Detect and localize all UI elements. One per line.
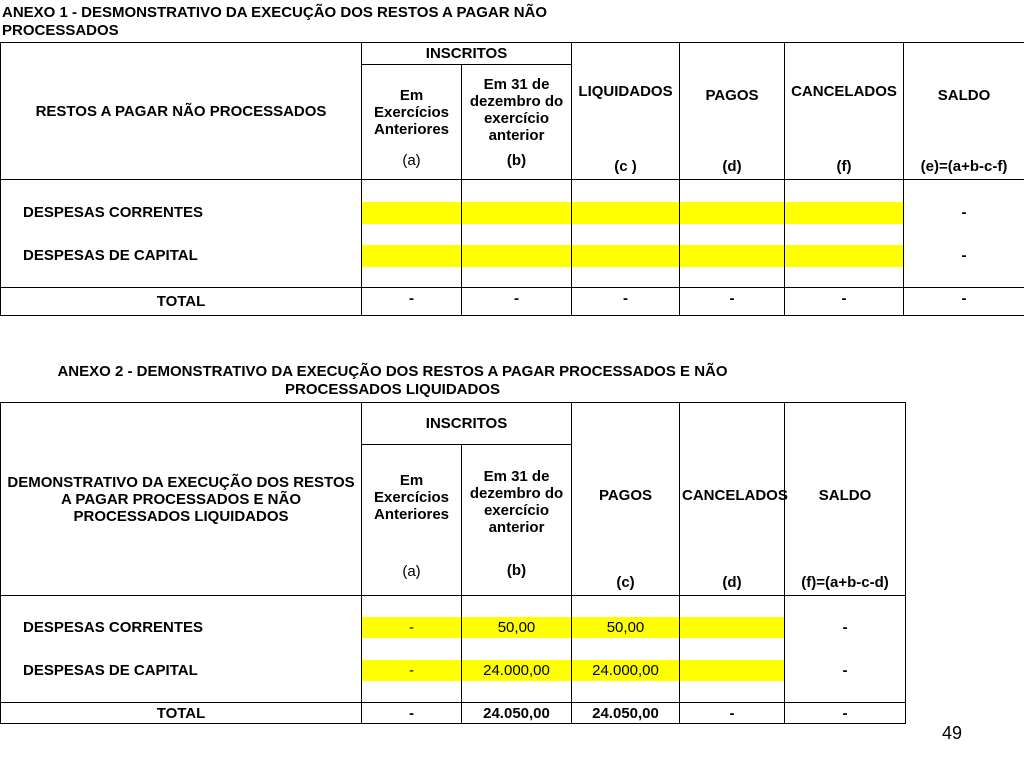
page-number: 49 — [942, 723, 963, 743]
annex1-cell-a — [362, 245, 462, 267]
annex2-saldo-header: SALDO (f)=(a+b-c-d) — [785, 403, 906, 596]
annex1-cell-d — [680, 245, 785, 267]
annex1-row-total — [1, 288, 1024, 316]
annex2-cell-b: 50,00 — [462, 617, 572, 638]
annex2-row-label: DESPESAS CORRENTES — [1, 617, 362, 638]
annex2-cell-saldo: - — [785, 617, 906, 638]
annex2-title: ANEXO 2 - DEMONSTRATIVO DA EXECUÇÃO DOS RESTOS A PAGAR PROCESSADOS E NÃO PROCESSADOS LIQUIDADOS — [57, 363, 728, 398]
annex2-row-label: DESPESAS DE CAPITAL — [1, 660, 362, 681]
annex2-cell-c: 24.000,00 — [572, 660, 680, 681]
annex1-title: ANEXO 1 - DESMONSTRATIVO DA EXECUÇÃO DOS RESTOS A PAGAR NÃO PROCESSADOS — [2, 4, 548, 39]
annex2-inscritos-header: INSCRITOS — [362, 403, 572, 445]
annex1-row-correntes — [1, 202, 1024, 224]
annex2-row-capital — [1, 660, 906, 681]
annex2-row-total — [1, 703, 906, 724]
annex1-saldo-header: SALDO (e)=(a+b-c-f) — [904, 43, 1024, 180]
annex1-cell-f — [785, 202, 904, 224]
annex1-total-d: - — [680, 288, 785, 316]
annex1-cell-b — [462, 245, 572, 267]
annex1-cell-b — [462, 202, 572, 224]
annex2-pagos-header: PAGOS (c) — [572, 403, 680, 596]
annex2-cell-a: - — [362, 617, 462, 638]
annex1-cancelados-header: CANCELADOS (f) — [785, 43, 904, 180]
annex1-total-saldo: - — [904, 288, 1024, 316]
annex1-table — [0, 42, 1024, 316]
annex1-cell-f — [785, 245, 904, 267]
annex1-row-label: DESPESAS CORRENTES — [1, 202, 362, 224]
annex2-total-d: - — [680, 703, 785, 724]
annex1-row-capital — [1, 245, 1024, 267]
annex2-total-a: - — [362, 703, 462, 724]
annex2-cell-c: 50,00 — [572, 617, 680, 638]
annex1-em-exercicios-header: Em Exercícios Anteriores (a) — [362, 65, 462, 180]
annex2-cell-a: - — [362, 660, 462, 681]
annex1-total-label: TOTAL — [1, 288, 362, 316]
annex1-total-f: - — [785, 288, 904, 316]
annex1-total-b: - — [462, 288, 572, 316]
annex1-liquidados-header: LIQUIDADOS (c ) — [572, 43, 680, 180]
annex1-cell-saldo: - — [904, 245, 1024, 267]
annex2-total-label: TOTAL — [1, 703, 362, 724]
annex2-cell-b: 24.000,00 — [462, 660, 572, 681]
annex1-cell-saldo: - — [904, 202, 1024, 224]
annex1-inscritos-header: INSCRITOS — [362, 43, 572, 65]
annex2-cell-d — [680, 660, 785, 681]
annex1-cell-d — [680, 202, 785, 224]
annex2-table — [0, 402, 906, 724]
annex1-pagos-header: PAGOS (d) — [680, 43, 785, 180]
annex2-cell-saldo: - — [785, 660, 906, 681]
annex1-row-label: DESPESAS DE CAPITAL — [1, 245, 362, 267]
annex1-cell-c — [572, 245, 680, 267]
annex1-row-header: RESTOS A PAGAR NÃO PROCESSADOS — [1, 43, 362, 180]
annex2-cancelados-header: CANCELADOS (d) — [680, 403, 785, 596]
annex2-cell-d — [680, 617, 785, 638]
annex2-em-exercicios-header: Em Exercícios Anteriores (a) — [362, 445, 462, 596]
annex2-total-b: 24.050,00 — [462, 703, 572, 724]
annex2-em31-header: Em 31 de dezembro do exercício anterior (b) — [462, 445, 572, 596]
annex1-total-a: - — [362, 288, 462, 316]
annex2-row-correntes — [1, 617, 906, 638]
annex1-em31-header: Em 31 de dezembro do exercício anterior (b) — [462, 65, 572, 180]
annex2-total-saldo: - — [785, 703, 906, 724]
annex2-row-header: DEMONSTRATIVO DA EXECUÇÃO DOS RESTOS A PAGAR PROCESSADOS E NÃO PROCESSADOS LIQUIDADOS — [1, 403, 362, 596]
annex1-cell-a — [362, 202, 462, 224]
annex2-total-c: 24.050,00 — [572, 703, 680, 724]
annex1-cell-c — [572, 202, 680, 224]
annex1-total-c: - — [572, 288, 680, 316]
